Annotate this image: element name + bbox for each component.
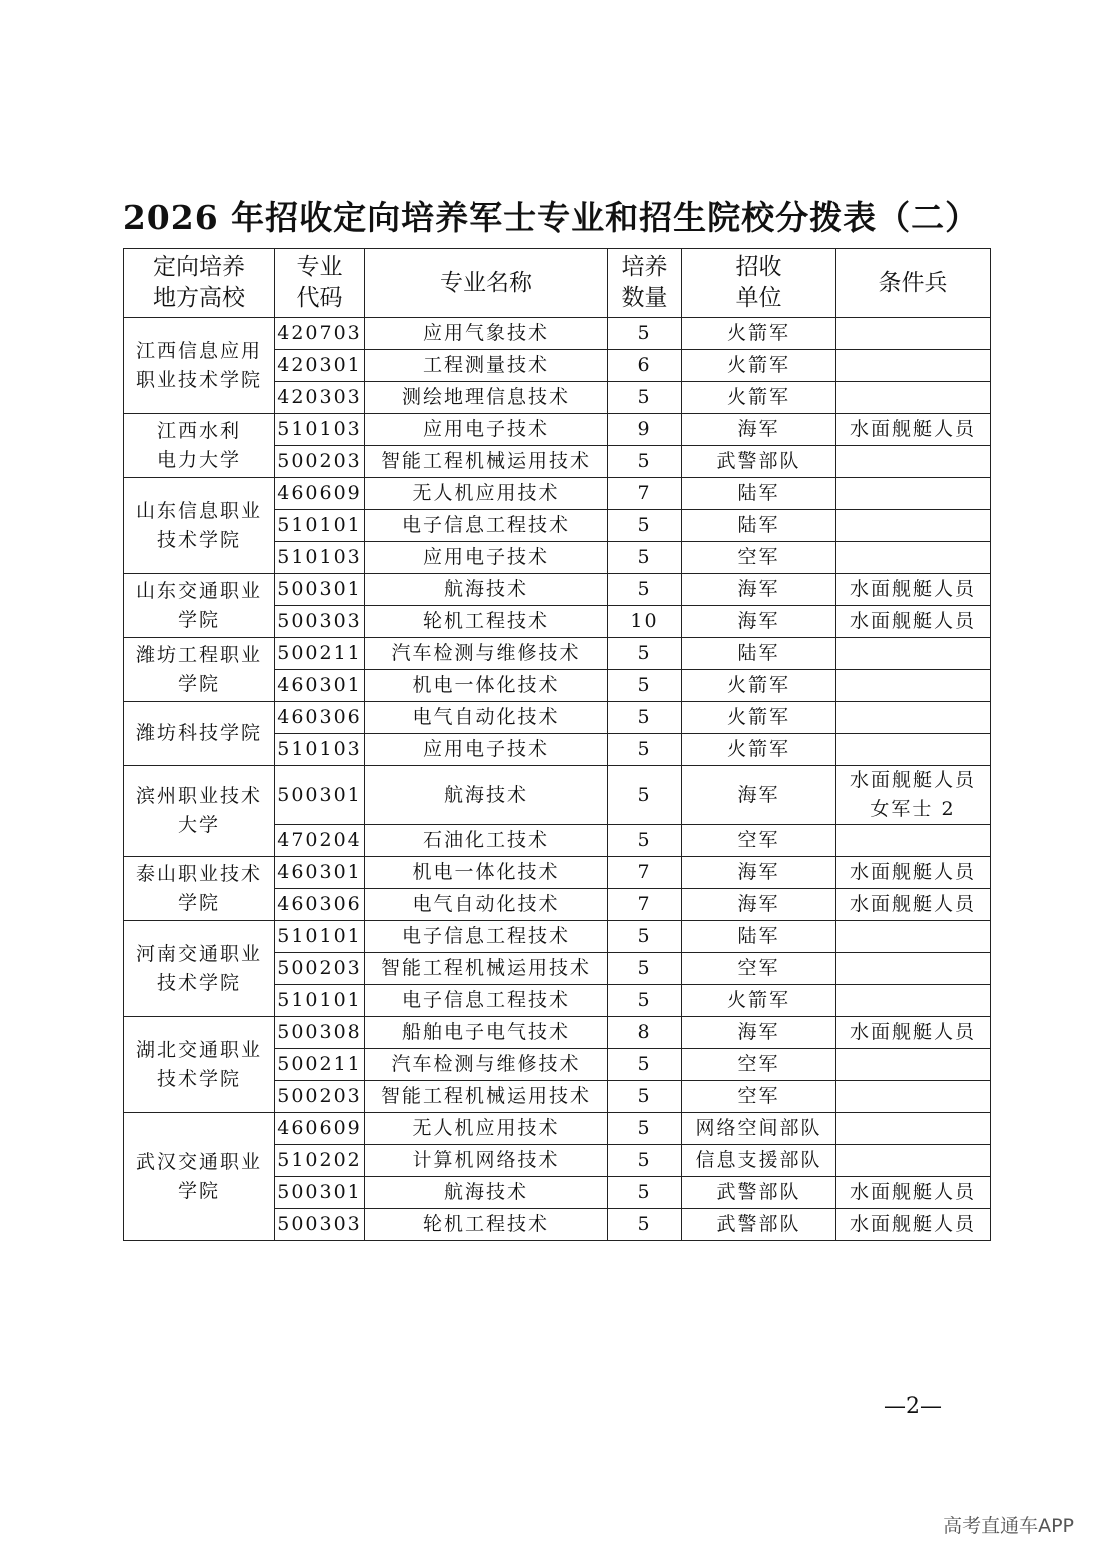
- school-name-line: 泰山职业技术: [135, 862, 262, 885]
- condition-cell: [836, 382, 991, 414]
- major-code-cell: 460301: [275, 857, 365, 889]
- major-name-cell: 船舶电子电气技术: [365, 1017, 608, 1049]
- major-name-cell: 电气自动化技术: [365, 702, 608, 734]
- condition-line: 水面舰艇人员: [849, 610, 976, 632]
- condition-cell: [836, 670, 991, 702]
- major-name-cell: 电子信息工程技术: [365, 921, 608, 953]
- count-cell: 5: [608, 446, 682, 478]
- school-cell: [124, 638, 275, 702]
- major-code-cell: 460609: [275, 478, 365, 510]
- major-code-cell: 420301: [275, 350, 365, 382]
- major-name-cell: 电气自动化技术: [365, 889, 608, 921]
- count-cell: 5: [608, 1113, 682, 1145]
- unit-cell: 武警部队: [682, 1209, 836, 1241]
- header-school: [124, 249, 275, 318]
- major-name-cell: 智能工程机械运用技术: [365, 446, 608, 478]
- table-row: [124, 702, 991, 734]
- count-cell: 5: [608, 1177, 682, 1209]
- header-text: 定向培养: [153, 254, 245, 280]
- header-text: 条件兵: [878, 269, 948, 296]
- major-code-cell: 500308: [275, 1017, 365, 1049]
- header-text: 招收: [735, 254, 782, 280]
- school-name-line: 职业技术学院: [135, 368, 262, 391]
- school-name-line: 学院: [177, 608, 220, 631]
- unit-cell: 火箭军: [682, 670, 836, 702]
- count-cell: 7: [608, 889, 682, 921]
- major-code-cell: 460306: [275, 889, 365, 921]
- school-name-line: 技术学院: [156, 528, 241, 551]
- header-text: 单位: [735, 285, 782, 311]
- school-cell: [124, 1017, 275, 1113]
- condition-line: 水面舰艇人员: [849, 578, 976, 600]
- major-code-cell: 460609: [275, 1113, 365, 1145]
- table-row: [124, 857, 991, 889]
- unit-cell: 海军: [682, 606, 836, 638]
- condition-cell: [836, 825, 991, 857]
- header-major: [365, 249, 608, 318]
- condition-line: 水面舰艇人员: [849, 418, 976, 440]
- count-cell: 5: [608, 1081, 682, 1113]
- unit-cell: 火箭军: [682, 350, 836, 382]
- count-cell: 5: [608, 1209, 682, 1241]
- unit-cell: 海军: [682, 414, 836, 446]
- school-cell: [124, 1113, 275, 1241]
- major-code-cell: 500303: [275, 1209, 365, 1241]
- condition-cell: [836, 542, 991, 574]
- unit-cell: 海军: [682, 889, 836, 921]
- page-title: 2026 年招收定向培养军士专业和招生院校分拨表（二）: [122, 198, 980, 237]
- condition-cell: [836, 606, 991, 638]
- count-cell: 5: [608, 542, 682, 574]
- major-name-cell: 电子信息工程技术: [365, 510, 608, 542]
- unit-cell: 武警部队: [682, 1177, 836, 1209]
- watermark: 高考直通车APP: [943, 1515, 1074, 1537]
- school-name-line: 大学: [177, 814, 220, 836]
- unit-cell: 火箭军: [682, 382, 836, 414]
- major-name-cell: 工程测量技术: [365, 350, 608, 382]
- unit-cell: 网络空间部队: [682, 1113, 836, 1145]
- unit-cell: 火箭军: [682, 985, 836, 1017]
- school-name-line: 学院: [177, 672, 220, 695]
- count-cell: 5: [608, 510, 682, 542]
- school-name-line: 电力大学: [156, 448, 241, 471]
- count-cell: 5: [608, 985, 682, 1017]
- major-code-cell: 510103: [275, 414, 365, 446]
- count-cell: 5: [608, 670, 682, 702]
- count-cell: 9: [608, 414, 682, 446]
- condition-cell: [836, 734, 991, 766]
- condition-cell: [836, 446, 991, 478]
- header-text: 专业名称: [440, 269, 532, 296]
- condition-cell: [836, 350, 991, 382]
- count-cell: 5: [608, 638, 682, 670]
- major-name-cell: 汽车检测与维修技术: [365, 638, 608, 670]
- unit-cell: 武警部队: [682, 446, 836, 478]
- major-code-cell: 420303: [275, 382, 365, 414]
- unit-cell: 空军: [682, 542, 836, 574]
- condition-cell: [836, 921, 991, 953]
- school-name-line: 技术学院: [156, 1067, 241, 1090]
- header-count: [608, 249, 682, 318]
- major-code-cell: 460301: [275, 670, 365, 702]
- header-text: 专业: [296, 254, 343, 280]
- allocation-table: [123, 248, 991, 1241]
- count-cell: 5: [608, 921, 682, 953]
- major-name-cell: 轮机工程技术: [365, 606, 608, 638]
- unit-cell: 空军: [682, 825, 836, 857]
- condition-cell: [836, 638, 991, 670]
- major-code-cell: 500301: [275, 574, 365, 606]
- condition-cell: [836, 318, 991, 350]
- header-text: 培养: [621, 254, 668, 280]
- table-row: [124, 921, 991, 953]
- count-cell: 5: [608, 1049, 682, 1081]
- table-row: [124, 1113, 991, 1145]
- header-text: 数量: [621, 285, 668, 311]
- count-cell: 5: [608, 382, 682, 414]
- unit-cell: 海军: [682, 1017, 836, 1049]
- school-name-line: 河南交通职业: [135, 942, 262, 965]
- header-text: 地方高校: [153, 285, 245, 311]
- page-number: —2—: [884, 1394, 942, 1419]
- major-name-cell: 机电一体化技术: [365, 857, 608, 889]
- school-name-line: 学院: [177, 891, 220, 914]
- table-row: [124, 318, 991, 350]
- major-name-cell: 计算机网络技术: [365, 1145, 608, 1177]
- unit-cell: 陆军: [682, 638, 836, 670]
- table-header-row: [124, 249, 991, 318]
- school-cell: [124, 766, 275, 857]
- condition-cell: [836, 985, 991, 1017]
- school-cell: [124, 478, 275, 574]
- condition-cell: [836, 1113, 991, 1145]
- count-cell: 5: [608, 574, 682, 606]
- condition-cell: [836, 889, 991, 921]
- count-cell: 7: [608, 857, 682, 889]
- unit-cell: 海军: [682, 766, 836, 825]
- condition-line: 水面舰艇人员: [849, 893, 976, 915]
- major-code-cell: 510101: [275, 921, 365, 953]
- major-name-cell: 无人机应用技术: [365, 1113, 608, 1145]
- major-name-cell: 无人机应用技术: [365, 478, 608, 510]
- major-name-cell: 应用电子技术: [365, 542, 608, 574]
- major-code-cell: 420703: [275, 318, 365, 350]
- major-code-cell: 510202: [275, 1145, 365, 1177]
- unit-cell: 陆军: [682, 478, 836, 510]
- condition-line: 水面舰艇人员: [849, 769, 976, 791]
- major-name-cell: 轮机工程技术: [365, 1209, 608, 1241]
- unit-cell: 空军: [682, 953, 836, 985]
- school-name-line: 滨州职业技术: [135, 785, 262, 807]
- major-code-cell: 510103: [275, 542, 365, 574]
- school-cell: [124, 574, 275, 638]
- unit-cell: 空军: [682, 1081, 836, 1113]
- major-code-cell: 500303: [275, 606, 365, 638]
- major-name-cell: 应用电子技术: [365, 414, 608, 446]
- school-name-line: 山东信息职业: [135, 499, 262, 522]
- condition-cell: [836, 766, 991, 825]
- count-cell: 10: [608, 606, 682, 638]
- count-cell: 5: [608, 318, 682, 350]
- major-code-cell: 500301: [275, 1177, 365, 1209]
- table-body: [124, 318, 991, 1241]
- header-text: 代码: [296, 285, 343, 311]
- condition-line: 水面舰艇人员: [849, 1021, 976, 1043]
- school-cell: [124, 921, 275, 1017]
- header-condition: [836, 249, 991, 318]
- condition-cell: [836, 1209, 991, 1241]
- table-row: [124, 766, 991, 825]
- condition-cell: [836, 574, 991, 606]
- condition-cell: [836, 702, 991, 734]
- major-code-cell: 510101: [275, 985, 365, 1017]
- major-name-cell: 应用气象技术: [365, 318, 608, 350]
- school-name-line: 湖北交通职业: [135, 1038, 262, 1061]
- major-code-cell: 510103: [275, 734, 365, 766]
- school-cell: [124, 318, 275, 414]
- major-name-cell: 航海技术: [365, 1177, 608, 1209]
- count-cell: 5: [608, 702, 682, 734]
- table-row: [124, 574, 991, 606]
- table-row: [124, 638, 991, 670]
- unit-cell: 海军: [682, 857, 836, 889]
- major-code-cell: 500203: [275, 446, 365, 478]
- major-code-cell: 500203: [275, 1081, 365, 1113]
- major-name-cell: 智能工程机械运用技术: [365, 953, 608, 985]
- major-name-cell: 电子信息工程技术: [365, 985, 608, 1017]
- major-name-cell: 石油化工技术: [365, 825, 608, 857]
- major-code-cell: 500211: [275, 1049, 365, 1081]
- condition-cell: [836, 478, 991, 510]
- count-cell: 5: [608, 953, 682, 985]
- table-row: [124, 414, 991, 446]
- major-code-cell: 470204: [275, 825, 365, 857]
- count-cell: 5: [608, 1145, 682, 1177]
- major-code-cell: 510101: [275, 510, 365, 542]
- major-name-cell: 智能工程机械运用技术: [365, 1081, 608, 1113]
- school-cell: [124, 857, 275, 921]
- header-unit: [682, 249, 836, 318]
- unit-cell: 陆军: [682, 510, 836, 542]
- count-cell: 5: [608, 766, 682, 825]
- condition-cell: [836, 1177, 991, 1209]
- unit-cell: 火箭军: [682, 318, 836, 350]
- major-name-cell: 机电一体化技术: [365, 670, 608, 702]
- condition-cell: [836, 953, 991, 985]
- count-cell: 8: [608, 1017, 682, 1049]
- school-name-line: 山东交通职业: [135, 579, 262, 602]
- major-code-cell: 460306: [275, 702, 365, 734]
- count-cell: 5: [608, 825, 682, 857]
- header-code: [275, 249, 365, 318]
- school-name-line: 武汉交通职业: [135, 1150, 262, 1173]
- school-name-line: 潍坊工程职业: [135, 643, 262, 666]
- school-cell: [124, 702, 275, 766]
- unit-cell: 信息支援部队: [682, 1145, 836, 1177]
- count-cell: 5: [608, 734, 682, 766]
- major-name-cell: 航海技术: [365, 574, 608, 606]
- condition-cell: [836, 510, 991, 542]
- table-row: [124, 1017, 991, 1049]
- table-row: [124, 478, 991, 510]
- condition-line: 水面舰艇人员: [849, 861, 976, 883]
- condition-cell: [836, 414, 991, 446]
- condition-cell: [836, 1081, 991, 1113]
- condition-cell: [836, 1017, 991, 1049]
- condition-line: 女军士 2: [870, 798, 956, 820]
- major-code-cell: 500301: [275, 766, 365, 825]
- major-code-cell: 500203: [275, 953, 365, 985]
- major-name-cell: 应用电子技术: [365, 734, 608, 766]
- school-name-line: 技术学院: [156, 971, 241, 994]
- condition-cell: [836, 1145, 991, 1177]
- unit-cell: 火箭军: [682, 702, 836, 734]
- unit-cell: 空军: [682, 1049, 836, 1081]
- condition-cell: [836, 1049, 991, 1081]
- unit-cell: 火箭军: [682, 734, 836, 766]
- major-code-cell: 500211: [275, 638, 365, 670]
- unit-cell: 陆军: [682, 921, 836, 953]
- major-name-cell: 测绘地理信息技术: [365, 382, 608, 414]
- school-name-line: 学院: [177, 1179, 220, 1202]
- unit-cell: 海军: [682, 574, 836, 606]
- major-name-cell: 汽车检测与维修技术: [365, 1049, 608, 1081]
- school-cell: [124, 414, 275, 478]
- count-cell: 6: [608, 350, 682, 382]
- condition-cell: [836, 857, 991, 889]
- school-name-line: 江西水利: [156, 419, 241, 442]
- condition-line: 水面舰艇人员: [849, 1213, 976, 1235]
- count-cell: 7: [608, 478, 682, 510]
- condition-line: 水面舰艇人员: [849, 1181, 976, 1203]
- major-name-cell: 航海技术: [365, 766, 608, 825]
- school-name-line: 江西信息应用: [135, 339, 262, 362]
- school-name-line: 潍坊科技学院: [135, 722, 262, 744]
